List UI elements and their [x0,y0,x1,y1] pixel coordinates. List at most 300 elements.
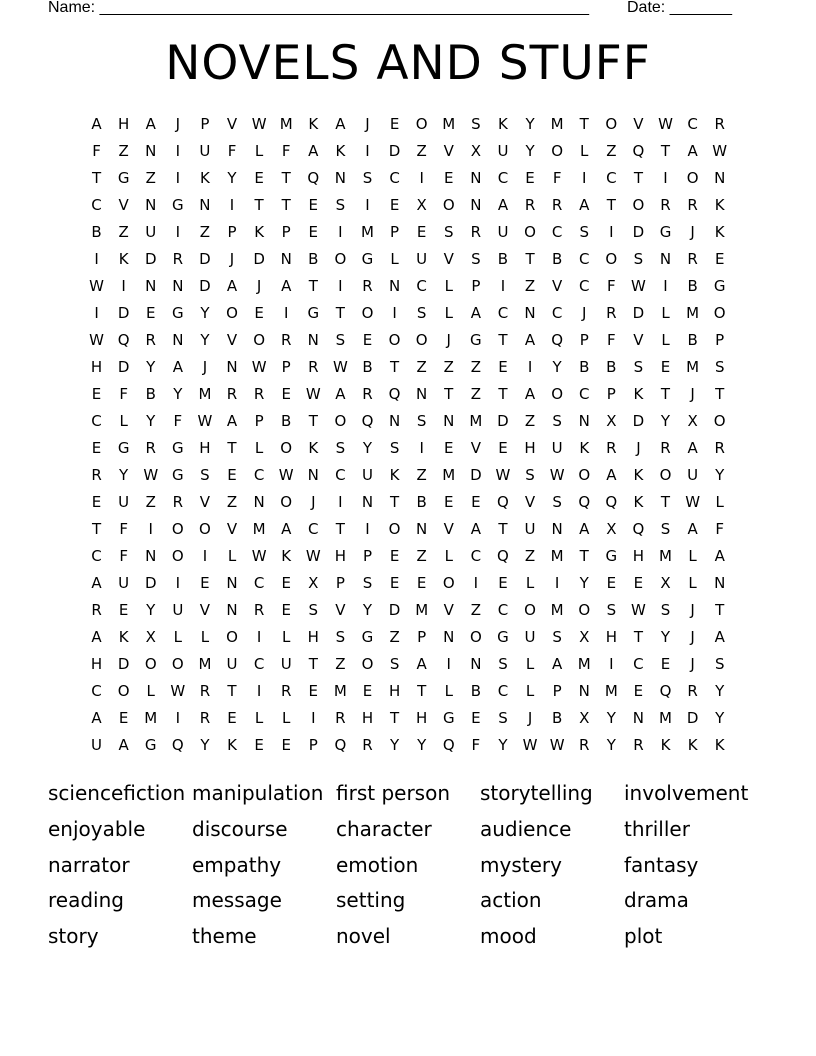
grid-letter: T [498,385,508,403]
grid-letter: C [606,169,617,187]
grid-letter: L [390,250,399,268]
grid-letter: X [579,709,590,727]
grid-letter: G [361,628,374,646]
grid-letter: V [443,142,454,160]
grid-letter: V [443,250,454,268]
grid-letter: M [469,412,483,430]
grid-letter: Y [146,601,156,619]
grid-letter: S [362,169,373,187]
word-list [48,779,788,958]
grid-letter: A [579,196,590,214]
word-list-item: narrator [48,852,130,877]
grid-letter: O [469,628,482,646]
grid-letter: U [361,466,373,484]
grid-letter: T [633,169,643,187]
grid-letter: Y [715,682,725,700]
word-list-item: empathy [192,852,282,877]
grid-letter: N [280,250,292,268]
grid-letter: S [660,601,671,619]
grid-letter: Y [200,331,210,349]
grid-letter: O [632,196,645,214]
grid-letter: A [118,736,129,754]
grid-letter: O [334,250,347,268]
grid-letter: D [632,304,645,322]
grid-letter: G [361,250,374,268]
grid-letter: I [94,250,99,268]
grid-letter: E [118,601,129,619]
grid-letter: Q [361,412,374,430]
grid-letter: C [578,277,590,295]
grid-letter: I [554,574,560,592]
grid-letter: N [388,412,401,430]
grid-letter: I [338,277,343,295]
grid-letter: N [416,520,428,538]
grid-letter: Y [715,466,725,484]
grid-letter: E [471,709,481,727]
grid-letter: A [714,628,725,646]
grid-letter: E [606,574,617,592]
grid-letter: I [419,439,424,457]
grid-letter: E [91,385,102,403]
grid-letter: O [226,304,238,322]
grid-letter: R [362,736,373,754]
grid-letter: W [658,115,673,133]
grid-letter: I [365,142,370,160]
grid-letter: C [253,655,265,673]
grid-letter: B [497,250,509,268]
grid-letter: R [633,736,644,754]
grid-letter: Y [660,628,671,646]
grid-letter: J [527,709,533,727]
grid-letter: M [361,223,374,241]
grid-letter: K [389,466,400,484]
grid-letter: S [498,709,508,727]
grid-letter: V [633,115,644,133]
grid-letter: R [606,439,617,457]
grid-letter: M [604,682,618,700]
grid-letter: U [172,601,184,619]
grid-letter: Y [389,736,400,754]
grid-letter: W [685,493,701,511]
grid-letter: C [253,466,265,484]
grid-letter: W [549,736,565,754]
word-list-item: audience [480,816,572,841]
grid-letter: O [415,331,428,349]
grid-letter: T [660,385,671,403]
grid-letter: L [444,682,453,700]
grid-letter: T [254,196,264,214]
grid-letter: J [636,439,641,457]
grid-letter: I [202,547,208,565]
grid-letter: L [525,574,535,592]
grid-letter: F [119,385,128,403]
grid-letter: C [578,250,590,268]
grid-letter: I [338,493,343,511]
grid-letter: A [497,196,509,214]
grid-letter: E [444,439,454,457]
grid-letter: Q [632,520,645,538]
grid-letter: S [444,223,454,241]
grid-letter: R [551,196,563,214]
grid-letter: L [282,628,291,646]
grid-letter: K [254,223,265,241]
grid-letter: Q [388,385,401,403]
grid-letter: N [443,628,455,646]
grid-letter: W [549,466,565,484]
grid-letter: A [335,385,346,403]
grid-letter: A [226,277,238,295]
grid-letter: N [253,493,265,511]
word-list-item: sciencefiction [48,781,186,805]
grid-letter: R [308,358,319,376]
grid-letter: I [365,520,370,538]
grid-letter: C [389,169,400,187]
grid-letter: E [714,250,725,268]
grid-letter: L [525,682,535,700]
grid-letter: E [281,385,291,403]
grid-letter: P [715,331,725,349]
grid-letter: C [91,412,102,430]
grid-letter: J [690,601,695,619]
grid-letter: R [362,277,373,295]
word-list-item: involvement [624,781,749,805]
grid-letter: P [281,358,291,376]
grid-letter: T [498,331,508,349]
grid-letter: R [362,385,373,403]
grid-letter: E [91,493,102,511]
grid-letter: Y [525,115,535,133]
grid-letter: L [254,439,264,457]
grid-letter: K [200,169,210,187]
grid-letter: E [660,358,671,376]
grid-letter: M [577,655,591,673]
grid-letter: Z [524,412,536,430]
grid-letter: H [416,709,428,727]
grid-letter: A [470,520,481,538]
grid-letter: L [525,655,535,673]
grid-letter: L [254,709,264,727]
grid-letter: N [334,169,346,187]
grid-letter: R [660,196,671,214]
grid-letter: Q [117,331,130,349]
grid-letter: T [579,547,589,565]
grid-letter: D [497,412,509,430]
grid-letter: Z [145,493,156,511]
grid-letter: W [631,601,646,619]
grid-letter: S [335,628,346,646]
grid-letter: S [579,223,589,241]
word-list-item: novel [336,924,391,948]
grid-letter: E [471,493,481,511]
grid-letter: N [632,709,645,727]
grid-letter: N [172,331,184,349]
word-list-item: storytelling [480,781,593,805]
grid-letter: Q [497,493,509,511]
grid-letter: M [550,547,564,565]
grid-letter: Y [660,412,671,430]
grid-letter: D [470,466,482,484]
grid-letter: K [227,736,237,754]
grid-letter: O [442,196,455,214]
grid-letter: E [498,574,508,592]
grid-letter: L [200,628,210,646]
grid-letter: E [281,574,291,592]
grid-letter: T [660,142,671,160]
grid-letter: V [335,601,346,619]
grid-letter: A [524,385,536,403]
grid-letter: K [633,493,644,511]
grid-letter: N [361,493,374,511]
word-list-item: action [480,888,542,913]
grid-letter: N [226,358,238,376]
grid-letter: K [498,115,508,133]
grid-letter: E [227,466,237,484]
grid-letter: T [227,682,237,700]
grid-letter: H [199,439,211,457]
grid-letter: S [471,115,481,133]
grid-letter: U [416,250,428,268]
grid-letter: A [687,520,698,538]
grid-letter: E [660,655,671,673]
grid-letter: T [417,682,427,700]
grid-letter: D [388,142,401,160]
grid-letter: B [470,682,481,700]
grid-letter: F [119,547,128,565]
grid-letter: I [229,196,235,214]
grid-letter: C [91,196,102,214]
grid-letter: X [416,196,427,214]
grid-letter: I [94,304,99,322]
grid-letter: F [471,736,481,754]
grid-letter: Z [416,142,427,160]
grid-letter: G [117,439,130,457]
grid-letter: E [389,547,400,565]
grid-letter: R [253,601,265,619]
grid-letter: Q [551,331,564,349]
grid-letter: G [442,709,455,727]
grid-letter: D [117,304,130,322]
grid-letter: J [229,250,235,268]
grid-letter: M [198,385,212,403]
grid-letter: S [416,412,427,430]
grid-letter: J [690,628,695,646]
grid-letter: O [226,628,238,646]
grid-letter: N [714,574,726,592]
grid-letter: S [525,466,535,484]
grid-letter: S [714,655,725,673]
grid-letter: G [713,277,726,295]
grid-letter: P [281,223,291,241]
grid-letter: L [146,682,155,700]
grid-letter: Z [199,223,211,241]
grid-letter: Z [524,277,536,295]
grid-letter: H [388,682,401,700]
grid-letter: T [606,196,616,214]
grid-letter: C [497,304,509,322]
grid-letter: R [524,196,536,214]
grid-letter: I [175,169,181,187]
grid-letter: D [686,709,699,727]
grid-letter: L [282,709,291,727]
grid-letter: Q [334,736,347,754]
grid-letter: J [311,493,316,511]
grid-letter: K [714,736,725,754]
grid-letter: W [278,466,294,484]
grid-letter: T [308,277,318,295]
grid-letter: V [470,439,481,457]
grid-letter: N [226,601,238,619]
grid-letter: N [659,250,672,268]
grid-letter: M [279,115,293,133]
grid-letter: N [199,196,211,214]
grid-letter: E [308,196,319,214]
grid-letter: P [579,331,589,349]
grid-letter: B [362,358,373,376]
word-list-item: setting [336,888,406,913]
grid-letter: A [226,412,238,430]
grid-letter: I [256,682,262,700]
grid-letter: O [551,385,564,403]
word-list-item: emotion [336,852,419,877]
grid-letter: J [690,223,695,241]
grid-letter: C [91,682,102,700]
grid-letter: O [171,655,184,673]
grid-letter: Z [470,385,481,403]
grid-letter: G [172,439,184,457]
grid-letter: O [144,655,157,673]
grid-letter: E [362,331,373,349]
grid-letter: D [144,574,157,592]
grid-letter: A [91,115,102,133]
grid-letter: M [550,115,564,133]
grid-letter: T [389,709,400,727]
grid-letter: I [175,142,181,160]
grid-letter: K [714,223,725,241]
grid-letter: V [552,277,563,295]
grid-letter: U [524,520,536,538]
grid-letter: O [713,412,726,430]
grid-letter: I [663,169,668,187]
grid-letter: M [550,601,564,619]
grid-letter: E [389,574,400,592]
grid-letter: E [362,682,373,700]
grid-letter: E [389,115,400,133]
grid-letter: Y [200,304,210,322]
grid-letter: N [524,304,536,322]
grid-letter: F [715,520,725,538]
word-list-item: reading [48,888,124,913]
grid-letter: K [579,439,590,457]
grid-letter: I [609,655,614,673]
grid-letter: H [361,709,374,727]
grid-letter: U [497,142,509,160]
grid-letter: O [253,331,266,349]
grid-letter: N [470,169,482,187]
grid-letter: L [227,547,237,565]
grid-letter: Y [362,439,373,457]
grid-letter: C [633,655,644,673]
grid-letter: C [91,547,102,565]
grid-letter: B [579,358,590,376]
grid-letter: H [524,439,536,457]
grid-letter: C [253,574,265,592]
grid-letter: O [605,115,618,133]
grid-letter: D [199,250,211,268]
grid-letter: S [552,412,562,430]
grid-letter: W [197,412,213,430]
grid-letter: I [419,169,424,187]
grid-letter: E [633,682,644,700]
grid-letter: U [497,223,509,241]
grid-letter: S [362,574,373,592]
grid-letter: R [91,466,102,484]
word-list-item: mystery [480,852,562,877]
grid-letter: L [173,628,182,646]
grid-letter: L [661,331,670,349]
grid-letter: S [633,358,644,376]
grid-letter: Q [442,736,455,754]
grid-letter: F [607,277,616,295]
grid-letter: O [659,466,672,484]
grid-letter: K [281,547,292,565]
grid-letter: P [308,736,318,754]
grid-letter: I [175,709,181,727]
grid-letter: P [606,385,616,403]
grid-letter: X [579,628,590,646]
grid-letter: Y [146,412,156,430]
grid-letter: E [416,574,427,592]
grid-letter: M [198,655,212,673]
grid-letter: Z [443,358,454,376]
grid-letter: C [470,547,482,565]
grid-letter: Q [632,142,645,160]
grid-letter: T [335,304,345,322]
grid-letter: S [389,439,400,457]
name-field-label: Name: _______________________________________________________ [48,0,589,16]
grid-letter: C [497,682,509,700]
grid-letter: Y [173,385,183,403]
grid-letter: I [256,628,262,646]
grid-letter: S [552,493,562,511]
grid-letter: I [663,277,668,295]
grid-letter: O [442,574,455,592]
grid-letter: B [551,709,563,727]
grid-letter: K [687,736,698,754]
grid-letter: A [687,439,698,457]
grid-letter: W [251,358,267,376]
grid-letter: V [226,520,238,538]
grid-letter: N [443,412,455,430]
grid-letter: Z [416,358,427,376]
grid-letter: H [90,358,103,376]
grid-letter: J [202,358,208,376]
grid-letter: S [606,601,617,619]
grid-letter: B [145,385,156,403]
grid-letter: P [417,628,427,646]
grid-letter: R [91,601,102,619]
grid-letter: A [552,655,563,673]
grid-letter: F [173,412,183,430]
grid-letter: K [660,736,671,754]
grid-letter: L [119,412,128,430]
word-list-item: manipulation [192,781,324,805]
grid-letter: M [252,520,266,538]
grid-letter: F [281,142,291,160]
grid-letter: N [145,547,157,565]
grid-letter: R [253,385,265,403]
grid-letter: R [145,439,156,457]
grid-letter: Q [605,493,618,511]
